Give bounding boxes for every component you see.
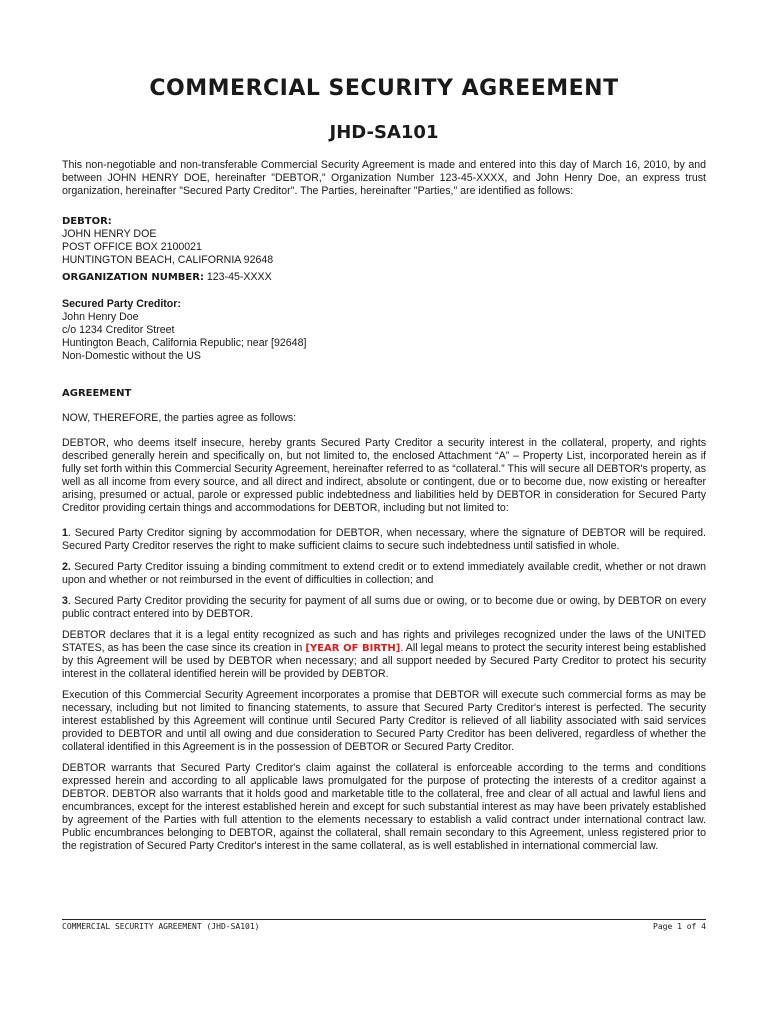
- declares-paragraph: [62, 629, 706, 681]
- creditor-label: Secured Party Creditor:: [62, 298, 181, 310]
- footer-document-name: COMMERCIAL SECURITY AGREEMENT (JHD-SA101): [62, 922, 260, 931]
- list-item-text: . Secured Party Creditor signing by accommodation for DEBTOR, when necessary, where the signature of DEBTOR will be required. Secured Party Creditor reserves the right to make sufficient claims to secure such indebtedness until satisfied in whole.: [62, 527, 706, 552]
- list-item-1: [62, 527, 706, 553]
- footer-page-number: Page 1 of 4: [653, 922, 706, 931]
- list-item-text: Secured Party Creditor issuing a binding commitment to extend credit or to extend immediately available credit, whether or not drawn upon and whether or not reimbursed in the event of difficulties in collection; and: [62, 561, 706, 586]
- list-item-text: . Secured Party Creditor providing the security for payment of all sums due or owing, or to become due or owing, by DEBTOR on every public contract entered into by DEBTOR.: [62, 595, 706, 620]
- declares-text-start: DEBTOR declares that it is a legal entity recognized as such and has rights and privileges recognized under the laws of the UNITED STATES, as has been the case since its creation in: [62, 629, 706, 654]
- creditor-name: John Henry Doe: [62, 311, 139, 323]
- execution-paragraph: Execution of this Commercial Security Agreement incorporates a promise that DEBTOR will execute such commercial forms as may be necessary, including but not limited to financing statements, to assure that Secured Party Creditor's interest is perfected. The security interest established by this Agreement will continue until Secured Party Creditor is relieved of all liability associated with said services provided to DEBTOR and until all owing and due consideration to Secured Party Creditor has been delivered, regardless of whether the collateral identified in this Agreement is in the possession of DEBTOR or Secured Party Creditor.: [62, 689, 706, 753]
- debtor-address-line-1: POST OFFICE BOX 2100021: [62, 241, 202, 253]
- organization-number: [62, 271, 706, 284]
- creditor-address-line-2: Huntington Beach, California Republic; near [92648]: [62, 337, 307, 349]
- creditor-address-line-1: c/o 1234 Creditor Street: [62, 324, 175, 336]
- list-item-3: [62, 595, 706, 621]
- list-item-number: 3: [62, 595, 68, 607]
- warrants-paragraph: DEBTOR warrants that Secured Party Creditor's claim against the collateral is enforceable according to the terms and conditions expressed herein and according to all applicable laws promulgated for the purpose of protecting the interests of a creditor against a DEBTOR. DEBTOR also warrants that it holds good and marketable title to the collateral, free and clear of all actual and lawful liens and encumbrances, except for the interest established herein and except for such substantial interest as may have been privately established by agreement of the Parties with full attention to the elements necessary to establish a valid contract under international contract law. Public encumbrances belonging to DEBTOR, against the collateral, shall remain secondary to this Agreement, unless registered prior to the registration of Secured Party Creditor's interest in the same collateral, as is well established in international commercial law.: [62, 762, 706, 852]
- list-item-number: 2.: [62, 561, 71, 573]
- document-subtitle: JHD-SA101: [329, 122, 439, 143]
- list-item-number: 1: [62, 527, 68, 539]
- organization-number-value: 123-45-XXXX: [203, 271, 272, 283]
- creditor-block: [62, 298, 706, 363]
- agreement-heading: AGREEMENT: [62, 388, 132, 399]
- declares-text-end: . All legal means to protect the security interest being established by this Agreement will be used by DEBTOR when necessary; and all support needed by Secured Party Creditor to protect his security interest in the collateral identified herein will be provided by DEBTOR.: [62, 642, 706, 680]
- organization-number-label: ORGANIZATION NUMBER:: [62, 272, 204, 283]
- debtor-name: JOHN HENRY DOE: [62, 228, 157, 240]
- debtor-address-line-2: HUNTINGTON BEACH, CALIFORNIA 92648: [62, 254, 274, 266]
- page-footer: [62, 919, 706, 931]
- debtor-label: DEBTOR:: [62, 216, 112, 227]
- creditor-address-line-3: Non-Domestic without the US: [62, 350, 201, 362]
- intro-paragraph: This non-negotiable and non-transferable Commercial Security Agreement is made and entered into this day of March 16, 2010, by and between JOHN HENRY DOE, hereinafter "DEBTOR," Organization Number 123-45-XXXX, and John Henry Doe, an express trust organization, hereinafter "Secured Party Creditor". The Parties, hereinafter "Parties," are identified as follows:: [62, 159, 706, 197]
- year-of-birth-placeholder: [YEAR OF BIRTH]: [305, 643, 401, 654]
- document-body: [62, 159, 706, 861]
- grant-paragraph: DEBTOR, who deems itself insecure, hereby grants Secured Party Creditor a security interest in the collateral, property, and rights described generally herein and specifically on, but not limited to, the enclosed Attachment “A” – Property List, incorporated herein as if fully set forth within this Commercial Security Agreement, hereinafter referred to as “collateral.” This will secure all DEBTOR's property, as well as all income from every source, and all direct and indirect, absolute or contingent, due or to become due, now existing or hereafter arising, presumed or actual, parole or expressed public indebtedness and liabilities held by DEBTOR in consideration for Secured Party Creditor providing certain things and accommodations for DEBTOR, including but not limited to:: [62, 437, 706, 514]
- debtor-block: [62, 215, 706, 284]
- list-item-2: [62, 561, 706, 587]
- document-title: COMMERCIAL SECURITY AGREEMENT: [149, 76, 619, 101]
- now-therefore-paragraph: NOW, THEREFORE, the parties agree as follows:: [62, 412, 297, 424]
